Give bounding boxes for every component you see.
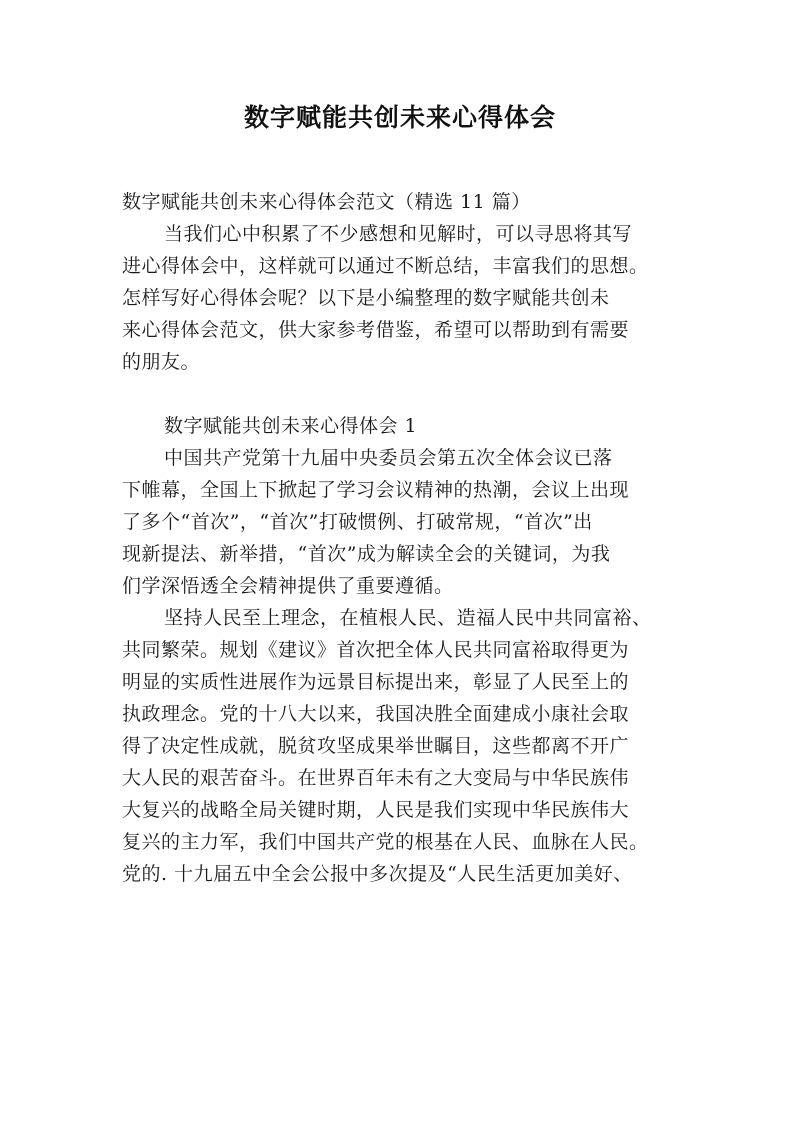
intro-line: 的朋友。 — [122, 351, 201, 373]
paragraph-line: 大人民的艰苦奋斗。在世界百年未有之大变局与中华民族伟 — [122, 767, 630, 789]
paragraph-line: 大复兴的战略全局关键时期，人民是我们实现中华民族伟大 — [122, 799, 630, 821]
intro-heading: 数字赋能共创未来心得体会范文（精选 11 篇） — [122, 191, 531, 213]
paragraph-line: 明显的实质性进展作为远景目标提出来，彰显了人民至上的 — [122, 671, 630, 693]
paragraph-line: 得了决定性成就，脱贫攻坚成果举世瞩目，这些都离不开广 — [122, 735, 630, 757]
paragraph-line: 现新提法、新举措，“首次”成为解读全会的关键词，为我 — [122, 543, 611, 565]
paragraph-line: 中国共产党第十九届中央委员会第五次全体会议已落 — [164, 447, 613, 469]
intro-line: 进心得体会中，这样就可以通过不断总结，丰富我们的思想。 — [122, 255, 649, 277]
document-body — [122, 186, 694, 890]
paragraph-line: 共同繁荣。规划《建议》首次把全体人民共同富裕取得更为 — [122, 639, 630, 661]
paragraph-line: 们学深悟透全会精神提供了重要遵循。 — [122, 575, 454, 597]
section-heading: 数字赋能共创未来心得体会 1 — [164, 415, 418, 437]
document-title: 数字赋能共创未来心得体会 — [243, 103, 556, 132]
paragraph-line: 执政理念。党的十八大以来，我国决胜全面建成小康社会取 — [122, 703, 630, 725]
intro-line: 来心得体会范文，供大家参考借鉴，希望可以帮助到有需要 — [122, 319, 630, 341]
paragraph-line: 复兴的主力军，我们中国共产党的根基在人民、血脉在人民。 — [122, 831, 649, 853]
paragraph-line: 坚持人民至上理念，在植根人民、造福人民中共同富裕、 — [164, 607, 652, 629]
intro-line: 怎样写好心得体会呢？以下是小编整理的数字赋能共创未 — [122, 287, 610, 309]
paragraph-line: 了多个“首次”，“首次”打破惯例、打破常规，“首次”出 — [122, 511, 593, 533]
paragraph-line: 下帷幕，全国上下掀起了学习会议精神的热潮，会议上出现 — [122, 479, 630, 501]
section-spacer — [122, 378, 694, 410]
paragraph-line: 党的. 十九届五中全会公报中多次提及“人民生活更加美好、 — [122, 863, 633, 885]
intro-line: 当我们心中积累了不少感想和见解时，可以寻思将其写 — [164, 223, 633, 245]
